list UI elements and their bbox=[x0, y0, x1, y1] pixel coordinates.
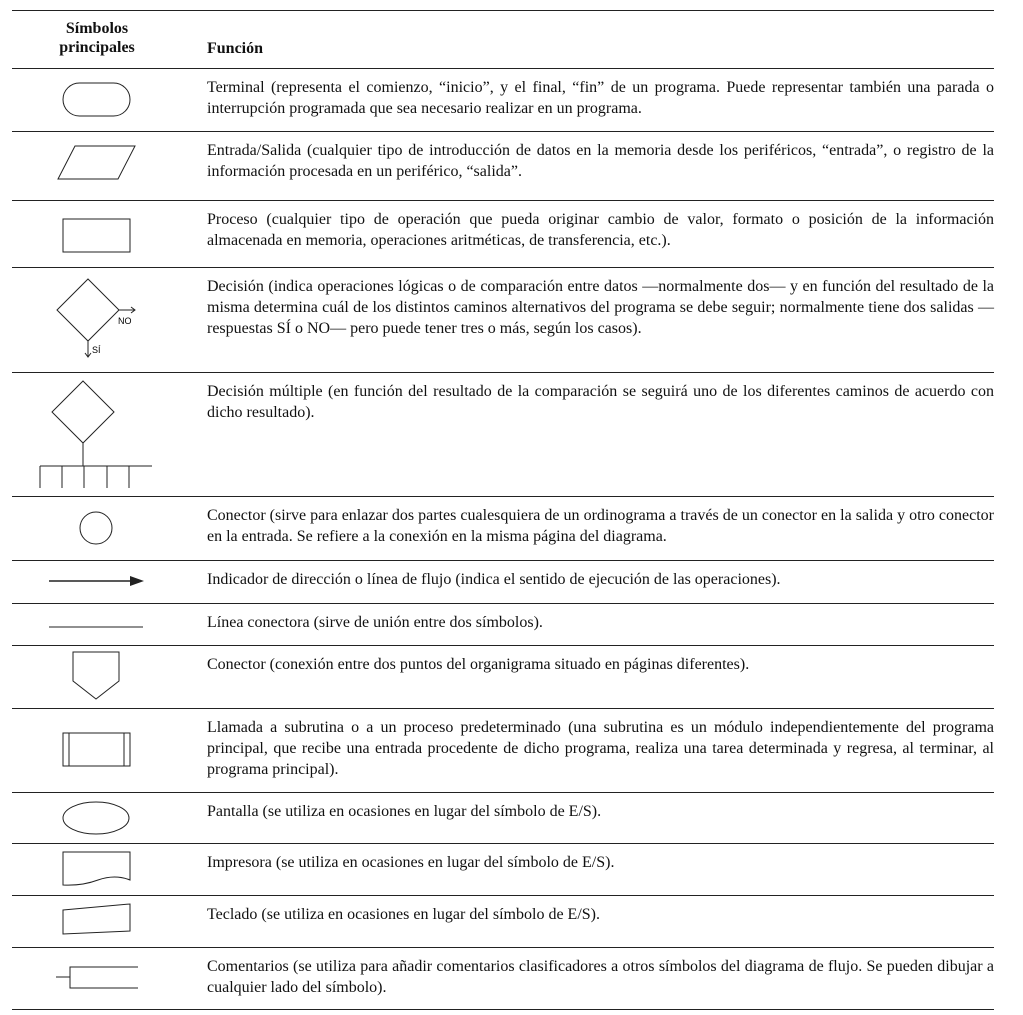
table-row-decision bbox=[12, 267, 994, 372]
row-description: Conector (conexión entre dos puntos del organigrama situado en páginas diferentes). bbox=[207, 656, 750, 673]
display-symbol-icon bbox=[12, 792, 182, 843]
row-description: Conector (sirve para enlazar dos partes cualesquiera de un ordinograma a través de un conector en la salida y otro conector en la entrada. Se refiere a la conexión en la misma página del diagrama. bbox=[207, 507, 994, 545]
row-description: Llamada a subrutina o a un proceso predeterminado (una subrutina es un módulo independientemente del programa principal, que recibe una entrada procedente de dicho programa, realiza una tarea determinada y regresa, al terminar, al programa principal). bbox=[207, 719, 994, 778]
table-row-connector bbox=[12, 496, 994, 560]
flow-arrow-symbol-icon bbox=[12, 560, 182, 603]
table-row-subroutine bbox=[12, 708, 994, 792]
symbol-cell bbox=[12, 603, 182, 645]
symbol-cell bbox=[12, 200, 182, 267]
input-output-symbol-icon bbox=[12, 131, 182, 200]
keyboard-symbol-icon bbox=[12, 895, 182, 947]
table-row-printer bbox=[12, 843, 994, 895]
header-symbols bbox=[12, 19, 182, 57]
decision-yes-label: SÍ bbox=[92, 345, 101, 355]
table-row-off-page-connector bbox=[12, 645, 994, 708]
off-page-connector-symbol-icon bbox=[12, 645, 182, 708]
table-row-comment bbox=[12, 947, 994, 1009]
symbol-cell bbox=[12, 792, 182, 843]
row-description: Pantalla (se utiliza en ocasiones en lugar del símbolo de E/S). bbox=[207, 803, 602, 820]
row-description: Teclado (se utiliza en ocasiones en lugar del símbolo de E/S). bbox=[207, 906, 600, 923]
table-bottom-rule bbox=[12, 1009, 994, 1010]
process-symbol-icon bbox=[12, 200, 182, 267]
symbol-cell bbox=[12, 372, 182, 496]
printer-symbol-icon bbox=[12, 843, 182, 895]
symbol-cell bbox=[12, 267, 182, 372]
decision-symbol-icon bbox=[12, 267, 182, 372]
row-description: Decisión (indica operaciones lógicas o de comparación entre datos —normalmente dos— y en función del resultado de la misma determina cuál de los distintos caminos alternativos del programa se debe seguir; normalmente tiene dos salidas —respuestas SÍ o NO— pero puede tener tres o más, según los casos). bbox=[207, 278, 994, 337]
symbol-cell bbox=[12, 947, 182, 1009]
row-description: Entrada/Salida (cualquier tipo de introducción de datos en la memoria desde los periféricos, “entrada”, o registro de la información procesada en un periférico, “salida”. bbox=[207, 142, 994, 180]
header-symbols-line2: principales bbox=[59, 39, 135, 56]
row-description: Impresora (se utiliza en ocasiones en lugar del símbolo de E/S). bbox=[207, 854, 615, 871]
table-row-input-output bbox=[12, 131, 994, 200]
symbol-cell bbox=[12, 560, 182, 603]
row-description: Comentarios (se utiliza para añadir comentarios clasificadores a otros símbolos del diagrama de flujo. Se pueden dibujar a cualquier lado del símbolo). bbox=[207, 958, 994, 996]
row-description: Terminal (representa el comienzo, “inicio”, y el final, “fin” de un programa. Puede representar también una parada o interrupción programada que sea necesario realizar en un programa. bbox=[207, 79, 994, 117]
symbol-cell bbox=[12, 645, 182, 708]
symbol-cell bbox=[12, 496, 182, 560]
decision-no-label: NO bbox=[118, 316, 132, 326]
symbol-cell bbox=[12, 708, 182, 792]
symbol-cell bbox=[12, 843, 182, 895]
connector-line-symbol-icon bbox=[12, 603, 182, 645]
subroutine-symbol-icon bbox=[12, 708, 182, 792]
symbol-cell bbox=[12, 131, 182, 200]
header-function: Función bbox=[207, 40, 264, 57]
connector-symbol-icon bbox=[12, 496, 182, 560]
table-row-keyboard bbox=[12, 895, 994, 947]
multiple-decision-symbol-icon bbox=[12, 372, 182, 496]
header-symbols-line1: Símbolos bbox=[65, 20, 129, 37]
row-description: Proceso (cualquier tipo de operación que pueda originar cambio de valor, formato o posición de la información almacenada en memoria, operaciones aritméticas, de transferencia, etc.). bbox=[207, 211, 994, 249]
comment-symbol-icon bbox=[12, 947, 182, 1009]
symbol-cell bbox=[12, 895, 182, 947]
row-description: Indicador de dirección o línea de flujo (indica el sentido de ejecución de las operaciones). bbox=[207, 571, 781, 588]
table-row-display bbox=[12, 792, 994, 843]
table-row-multiple-decision bbox=[12, 372, 994, 496]
row-description: Decisión múltiple (en función del resultado de la comparación se seguirá uno de los diferentes caminos de acuerdo con dicho resultado). bbox=[207, 383, 994, 421]
table-top-rule bbox=[12, 10, 994, 11]
symbol-cell bbox=[12, 68, 182, 131]
table-row-connector-line bbox=[12, 603, 994, 645]
table-row-process bbox=[12, 200, 994, 267]
table-row-terminal bbox=[12, 68, 994, 131]
row-description: Línea conectora (sirve de unión entre dos símbolos). bbox=[207, 614, 543, 631]
terminal-symbol-icon bbox=[12, 68, 182, 131]
table-row-flow-arrow bbox=[12, 560, 994, 603]
